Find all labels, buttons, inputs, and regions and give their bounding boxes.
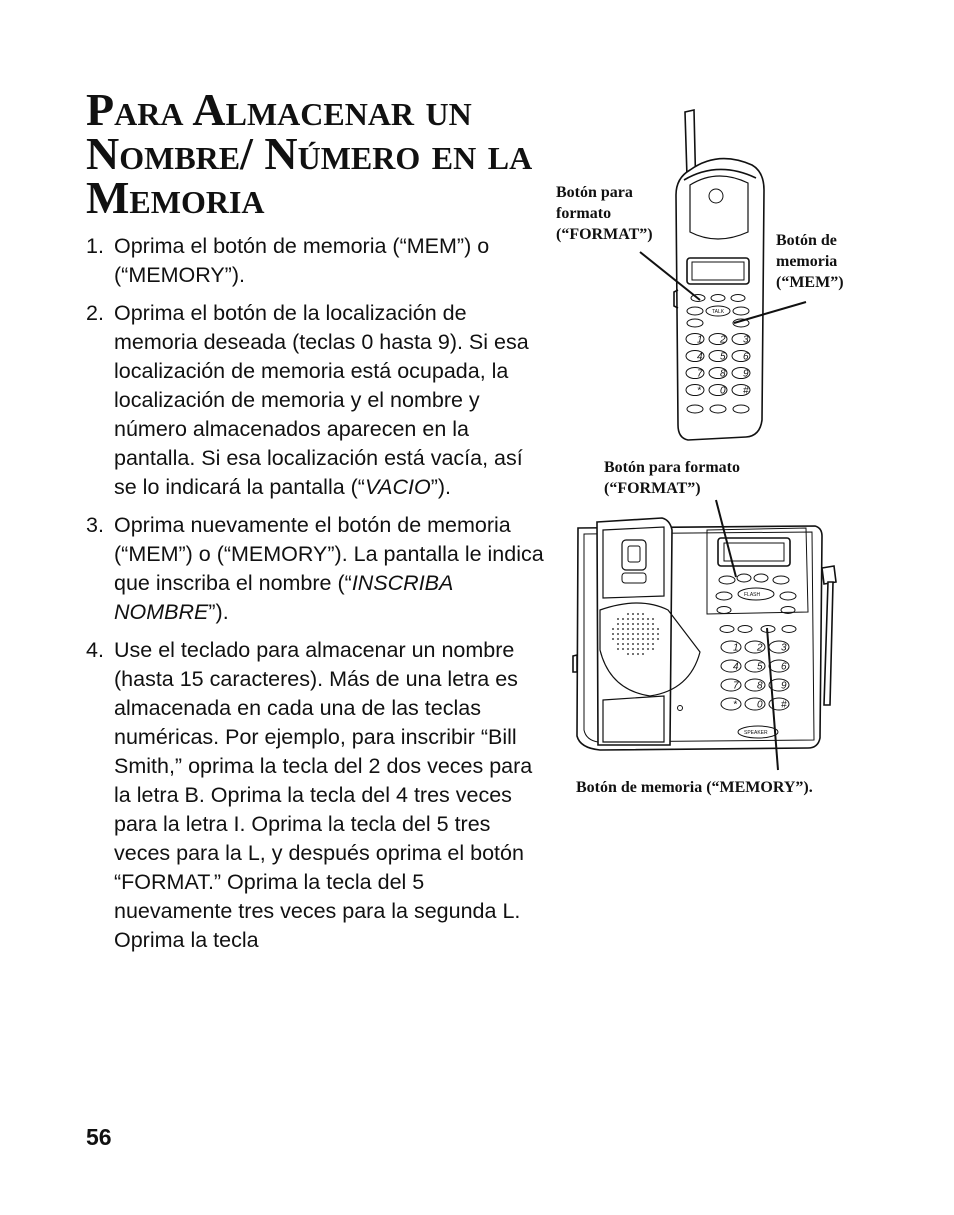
speaker-grill-dot (612, 633, 614, 635)
handset-key-label: 9 (743, 368, 749, 380)
base-key-label: 4 (733, 661, 739, 673)
caption-handset-mem: Botón de memoria (“MEM”) (776, 232, 844, 291)
speaker-grill-dot (647, 628, 649, 630)
handset-key-label: 4 (697, 351, 703, 363)
handset-illustration (674, 110, 764, 440)
base-key-label: * (733, 699, 737, 711)
speaker-grill-dot (632, 638, 634, 640)
base-key-label: 5 (757, 661, 763, 673)
page-number: 56 (86, 1124, 112, 1150)
speaker-grill-dot (627, 653, 629, 655)
speaker-grill-dot (637, 643, 639, 645)
handset-key-label: 6 (743, 351, 749, 363)
speaker-grill-dot (642, 653, 644, 655)
caption-base-format: Botón para formato (“FORMAT”) (604, 459, 740, 497)
speaker-grill-dot (627, 623, 629, 625)
title-line-2: Nombre/ Número en la (86, 128, 533, 179)
speaker-grill-dot (657, 638, 659, 640)
speaker-grill-dot (652, 628, 654, 630)
speaker-grill-dot (647, 643, 649, 645)
step-number: 3. (86, 513, 104, 537)
speaker-grill-dot (617, 643, 619, 645)
base-key-label: # (781, 699, 787, 711)
speaker-grill-dot (642, 638, 644, 640)
speaker-grill-dot (652, 638, 654, 640)
speaker-grill-dot (647, 638, 649, 640)
speaker-grill-dot (647, 623, 649, 625)
speaker-grill-dot (632, 643, 634, 645)
speaker-grill-dot (632, 628, 634, 630)
speaker-grill-dot (627, 613, 629, 615)
speaker-grill-dot (652, 618, 654, 620)
speaker-grill-dot (637, 648, 639, 650)
speaker-grill-dot (617, 618, 619, 620)
speaker-grill-dot (617, 628, 619, 630)
speaker-grill-dot (632, 648, 634, 650)
speaker-grill-dot (627, 618, 629, 620)
speaker-grill-dot (642, 623, 644, 625)
step-number: 1. (86, 234, 104, 258)
speaker-grill-dot (617, 633, 619, 635)
speaker-grill-dot (637, 633, 639, 635)
speaker-grill-dot (652, 643, 654, 645)
speaker-grill-dot (652, 623, 654, 625)
speaker-grill-dot (617, 638, 619, 640)
speaker-grill-dot (612, 628, 614, 630)
step-text: Oprima el botón de la localización de memoria deseada (teclas 0 hasta 9). Si esa localización de memoria está ocupada, la localización de memoria y el nombre y número almacenados aparecen en la pantalla. Si esa localización está vacía, así se lo indicará la pantalla (“VACIO”). (114, 301, 529, 499)
speaker-grill-dot (632, 653, 634, 655)
screen-message: VACIO (364, 475, 431, 499)
caption-base-memory: Botón de memoria (“MEMORY”). (576, 779, 813, 796)
speaker-grill-dot (642, 648, 644, 650)
handset-key-label: 1 (697, 334, 703, 346)
step-text: Oprima nuevamente el botón de memoria (“MEM”) o (“MEMORY”). La pantalla le indica que inscriba el nombre (“INSCRIBA NOMBRE”). (114, 513, 544, 624)
speaker-grill-dot (622, 633, 624, 635)
talk-label: TALK (712, 309, 725, 315)
speaker-grill-dot (627, 643, 629, 645)
speaker-grill-dot (622, 638, 624, 640)
handset-key-label: 2 (720, 334, 726, 346)
step-text: Oprima el botón de memoria (“MEM”) o (“MEMORY”). (114, 234, 490, 287)
speaker-grill-dot (637, 653, 639, 655)
speaker-grill-dot (647, 633, 649, 635)
base-key-label: 0 (757, 699, 763, 711)
speaker-grill-dot (642, 613, 644, 615)
handset-key-label: 8 (720, 368, 726, 380)
speaker-grill-dot (642, 643, 644, 645)
speaker-grill-dot (627, 633, 629, 635)
base-key-label: 9 (781, 680, 787, 692)
step-text: Use el teclado para almacenar un nombre (hasta 15 caracteres). Más de una letra es almacenada en cada una de las teclas numéricas. Por ejemplo, para inscribir “Bill Smith,” oprima la tecla del 2 dos veces para la letra B. Oprima la tecla del 4 tres veces para la letra I. Oprima la tecla del 5 tres veces para la L, y después oprima el botón “FORMAT.” Oprima la tecla del 5 nuevamente tres veces para la segunda L. Oprima la tecla (114, 638, 533, 952)
speaker-grill-dot (642, 633, 644, 635)
speaker-grill-dot (637, 628, 639, 630)
step-number: 4. (86, 638, 104, 662)
speaker-grill-dot (622, 648, 624, 650)
caption-handset-format: Botón para formato (“FORMAT”) (556, 184, 653, 243)
speaker-grill-dot (637, 613, 639, 615)
screen-message: INSCRIBA NOMBRE (114, 571, 453, 624)
step-number: 2. (86, 301, 104, 325)
speaker-grill-dot (657, 628, 659, 630)
base-key-label: 1 (733, 642, 739, 654)
speaker-grill-dot (652, 648, 654, 650)
base-key-label: 3 (781, 642, 787, 654)
speaker-grill-dot (632, 633, 634, 635)
speaker-grill-dot (622, 628, 624, 630)
speaker-grill-dot (627, 638, 629, 640)
speaker-grill-dot (617, 648, 619, 650)
base-key-label: 2 (757, 642, 763, 654)
speaker-grill-dot (637, 623, 639, 625)
speaker-grill-dot (612, 638, 614, 640)
base-unit-illustration (573, 518, 836, 750)
speaker-label: SPEAKER (744, 730, 768, 736)
speaker-grill-dot (622, 643, 624, 645)
speaker-grill-dot (627, 648, 629, 650)
title-line-3: Memoria (86, 172, 265, 223)
speaker-grill-dot (637, 638, 639, 640)
flash-label: FLASH (744, 592, 761, 598)
handset-key-label: 7 (697, 368, 703, 380)
speaker-grill-dot (642, 618, 644, 620)
base-key-label: 6 (781, 661, 787, 673)
speaker-grill-dot (637, 618, 639, 620)
speaker-grill-dot (622, 623, 624, 625)
base-key-label: 8 (757, 680, 763, 692)
speaker-grill-dot (647, 648, 649, 650)
speaker-grill-dot (647, 618, 649, 620)
speaker-grill-dot (617, 623, 619, 625)
speaker-grill-dot (632, 613, 634, 615)
speaker-grill-dot (632, 623, 634, 625)
speaker-grill-dot (622, 618, 624, 620)
speaker-grill-dot (657, 633, 659, 635)
speaker-grill-dot (642, 628, 644, 630)
handset-key-label: * (697, 385, 701, 397)
handset-key-label: 3 (743, 334, 749, 346)
handset-key-label: 0 (720, 385, 726, 397)
speaker-grill-dot (627, 628, 629, 630)
handset-key-label: 5 (720, 351, 726, 363)
base-key-label: 7 (733, 680, 739, 692)
handset-key-label: # (743, 385, 749, 397)
title-line-1: Para Almacenar un (86, 84, 472, 135)
speaker-grill-dot (632, 618, 634, 620)
speaker-grill-dot (652, 633, 654, 635)
